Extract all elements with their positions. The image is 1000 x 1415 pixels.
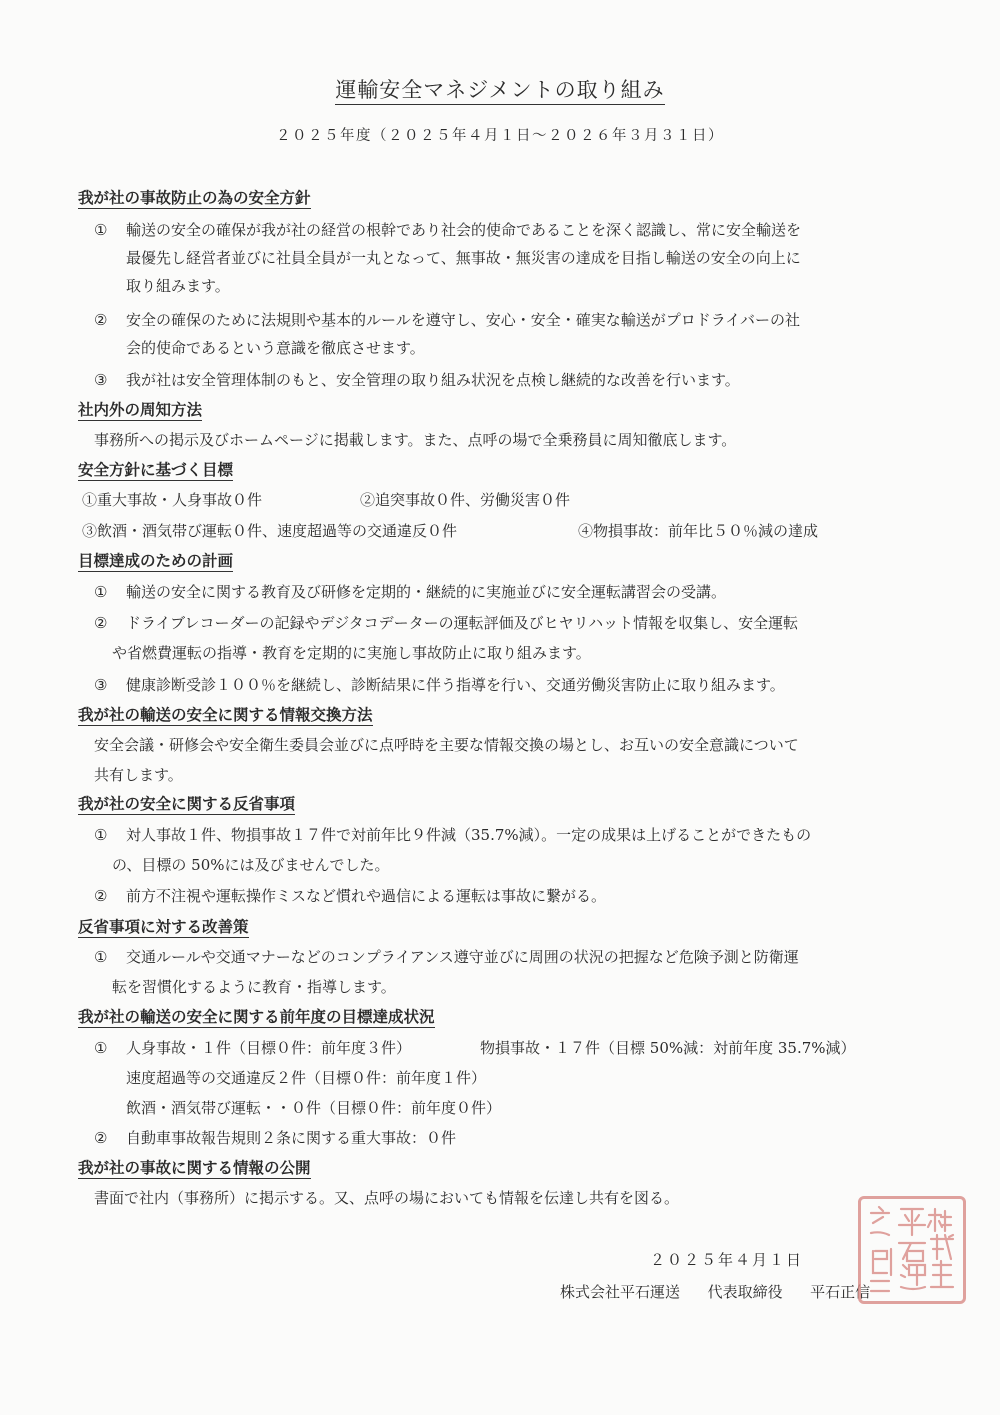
disclosure-text: 書面で社内（事務所）に掲示する。又、点呼の場においても情報を伝達し共有を図る。: [94, 1189, 680, 1207]
company-seal: [858, 1196, 966, 1304]
issue-date: ２０２５年４月１日: [650, 1251, 804, 1269]
goal-2: ②追突事故０件、労働災害０件: [360, 491, 571, 509]
result-speeding: 速度超過等の交通違反２件（目標０件：前年度１件）: [126, 1069, 487, 1087]
result-drunk-driving: 飲酒・酒気帯び運転・・０件（目標０件：前年度０件）: [126, 1099, 502, 1117]
reflection-1-line-2: の、目標の 50%には及びませんでした。: [112, 856, 390, 874]
company-name: 株式会社平石運送: [560, 1283, 681, 1301]
policy-1-line-1: 輸送の安全の確保が我が社の経営の根幹であり社会的使命であることを深く認識し、常に安全輸送を: [126, 221, 802, 239]
goal-3: ③飲酒・酒気帯び運転０件、速度超過等の交通違反０件: [82, 522, 458, 540]
result-property-damage: 物損事故・１７件（目標 50%減：対前年度 35.7%減）: [480, 1039, 856, 1057]
item-number: ③: [94, 371, 108, 389]
plan-2-line-1: ドライブレコーダーの記録やデジタコデーターの運転評価及びヒヤリハット情報を収集し、安全運転: [126, 614, 799, 632]
item-number: ②: [94, 311, 108, 329]
item-number: ②: [94, 1129, 108, 1147]
policy-2-line-2: 会的使命であるという意識を徹底させます。: [126, 339, 425, 357]
result-serious-accidents: 自動車事故報告規則２条に関する重大事故：０件: [126, 1129, 457, 1147]
section-heading-info-exchange: 我が社の輸送の安全に関する情報交換方法: [78, 705, 373, 724]
plan-1-line-1: 輸送の安全に関する教育及び研修を定期的・継続的に実施並びに安全運転講習会の受講。: [126, 583, 727, 601]
policy-3-line-1: 我が社は安全管理体制のもと、安全管理の取り組み状況を点検し継続的な改善を行います。: [126, 371, 740, 389]
policy-1-line-2: 最優先し経営者並びに社員全員が一丸となって、無事故・無災害の達成を目指し輸送の安全の向上に: [126, 249, 801, 267]
policy-1-line-3: 取り組みます。: [126, 277, 230, 295]
improvement-1-line-1: 交通ルールや交通マナーなどのコンプライアンス遵守並びに周囲の状況の把握など危険予測と防衛運: [126, 948, 799, 966]
item-number: ①: [94, 1039, 108, 1057]
item-number: ①: [94, 221, 108, 239]
info-exchange-line-1: 安全会議・研修会や安全衛生委員会並びに点呼時を主要な情報交換の場とし、お互いの安全意識について: [94, 736, 799, 754]
policy-2-line-1: 安全の確保のために法規則や基本的ルールを遵守し、安心・安全・確実な輸送がプロドライバーの社: [126, 311, 800, 329]
goal-4: ④物損事故：前年比５０％減の達成: [578, 522, 819, 540]
fiscal-period: ２０２５年度（２０２５年４月１日～２０２６年３月３１日）: [276, 128, 724, 144]
item-number: ①: [94, 583, 108, 601]
notification-text: 事務所への掲示及びホームページに掲載します。また、点呼の場で全乗務員に周知徹底します。: [94, 431, 737, 449]
item-number: ②: [94, 887, 108, 905]
seal-mark: [861, 1199, 963, 1301]
section-heading-safety-policy: 我が社の事故防止の為の安全方針: [78, 188, 311, 207]
info-exchange-line-2: 共有します。: [94, 766, 183, 784]
reflection-1-line-1: 対人事故１件、物損事故１７件で対前年比９件減（35.7%減）。一定の成果は上げることができたもの: [126, 826, 812, 844]
representative-name: 平石正信: [810, 1283, 871, 1301]
section-heading-results: 我が社の輸送の安全に関する前年度の目標達成状況: [78, 1007, 435, 1026]
improvement-1-line-2: 転を習慣化するように教育・指導します。: [112, 978, 396, 996]
section-heading-goals: 安全方針に基づく目標: [78, 460, 234, 479]
reflection-2-line-1: 前方不注視や運転操作ミスなど慣れや過信による運転は事故に繋がる。: [126, 887, 607, 905]
item-number: ③: [94, 676, 108, 694]
section-heading-disclosure: 我が社の事故に関する情報の公開: [78, 1158, 311, 1177]
goal-1: ①重大事故・人身事故０件: [82, 491, 263, 509]
representative-title: 代表取締役: [707, 1283, 783, 1301]
section-heading-plan: 目標達成のための計画: [78, 551, 234, 570]
title-text: 運輸安全マネジメントの取り組み: [335, 78, 664, 105]
document-title: [0, 74, 1000, 104]
signature-line: [560, 1282, 870, 1302]
section-heading-notification: 社内外の周知方法: [78, 400, 203, 419]
plan-2-line-2: や省燃費運転の指導・教育を定期的に実施し事故防止に取り組みます。: [112, 644, 591, 662]
section-heading-improvement: 反省事項に対する改善策: [78, 917, 249, 936]
result-personal-injury: 人身事故・１件（目標０件：前年度３件）: [126, 1039, 412, 1057]
item-number: ②: [94, 614, 108, 632]
plan-3-line-1: 健康診断受診１００％を継続し、診断結果に伴う指導を行い、交通労働災害防止に取り組みます。: [126, 676, 785, 694]
section-heading-reflection: 我が社の安全に関する反省事項: [78, 794, 296, 813]
item-number: ①: [94, 826, 108, 844]
item-number: ①: [94, 948, 108, 966]
